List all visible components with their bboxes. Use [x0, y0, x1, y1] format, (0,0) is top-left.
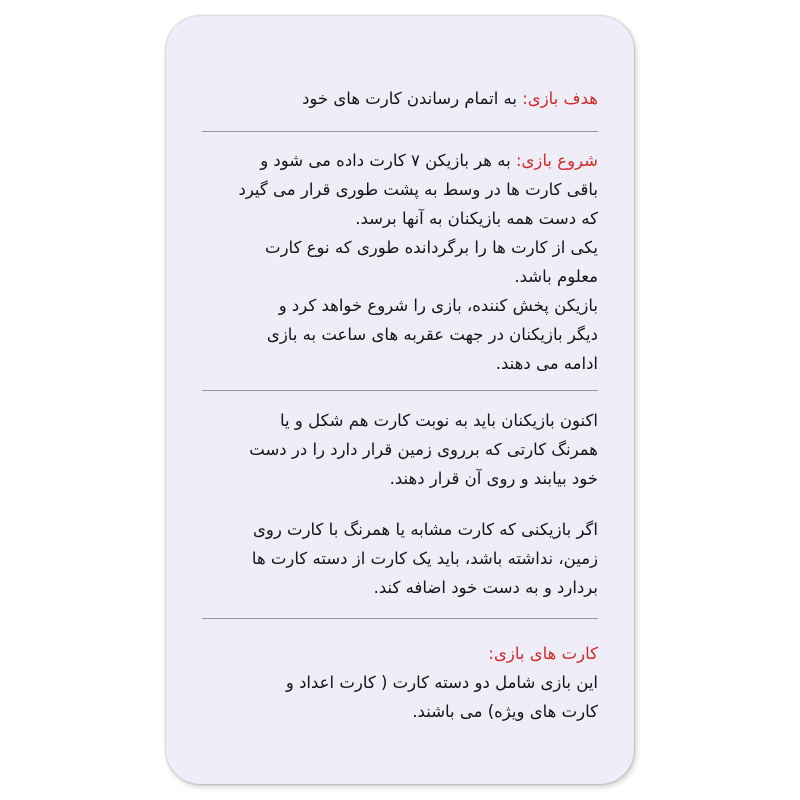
start-line-2: باقی کارت ها در وسط به پشت طوری قرار می گیرد: [238, 180, 598, 199]
start-line-4: یکی از کارت ها را برگردانده طوری که نوع کارت: [265, 238, 598, 257]
cards-line-1: این بازی شامل دو دسته کارت ( کارت اعداد و: [285, 673, 598, 692]
start-line-3: که دست همه بازیکنان به آنها برسد.: [355, 209, 598, 228]
start-line-1: [202, 146, 598, 175]
turn-p1-line-1: اکنون بازیکنان باید به نوبت کارت هم شکل و یا: [280, 411, 598, 430]
divider: [202, 618, 598, 619]
rules-card: [166, 16, 634, 784]
goal-line: [202, 84, 598, 113]
start-line-6: بازیکن پخش کننده، بازی را شروع خواهد کرد و: [278, 296, 598, 315]
goal-section: [202, 84, 598, 113]
goal-heading: هدف بازی:: [522, 89, 598, 108]
goal-text: به اتمام رساندن کارت های خود: [302, 89, 523, 108]
turn-p2-line-2: زمین، نداشته باشد، باید یک کارت از دسته کارت ها: [251, 549, 598, 568]
divider: [202, 390, 598, 391]
turn-section: [202, 406, 598, 602]
start-line-7: دیگر بازیکنان در جهت عقربه های ساعت به بازی: [266, 325, 598, 344]
start-line-8: ادامه می دهند.: [495, 354, 598, 373]
cards-line-2: کارت های ویژه) می باشند.: [412, 702, 598, 721]
turn-p2-line-1: اگر بازیکنی که کارت مشابه یا همرنگ با کارت روی: [252, 520, 598, 539]
cards-heading: کارت های بازی:: [488, 644, 598, 663]
turn-p1-line-2: همرنگ کارتی که برروی زمین قرار دارد را در دست: [249, 440, 598, 459]
divider: [202, 131, 598, 132]
start-line-5: معلوم باشد.: [514, 267, 598, 286]
start-section: [202, 146, 598, 378]
start-text: به هر بازیکن ۷ کارت داده می شود و: [260, 151, 516, 170]
turn-p2-line-3: بردارد و به دست خود اضافه کند.: [373, 578, 598, 597]
start-heading: شروع بازی:: [515, 151, 598, 170]
turn-p1-line-3: خود بیابند و روی آن قرار دهند.: [389, 469, 598, 488]
cards-section: [202, 639, 598, 726]
